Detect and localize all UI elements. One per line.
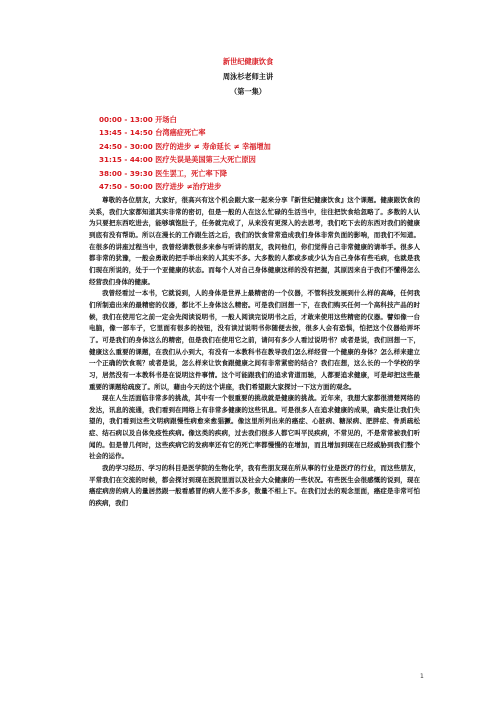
outline-item: 47:50 - 50:00 医疗进步 ≠治疗进步 xyxy=(99,181,222,191)
body-text xyxy=(89,195,420,510)
paragraph: 现在人生活面临非常多的挑战，其中有一个很重要的挑战就是健康的挑战。近年来，我想大家都很清楚网络的发达，讯息的流通，我们看到在网络上有非常多健康的这些讯息。可是很多人在追求健康的成果，确实是让我们失望的，我们看到这些文明病跟慢性病愈来愈猖獗。像这里所列出来的癌症、心脏病、糖尿病、肥胖症、骨质疏松症、结石病以及自体免疫性疾病。像这类的疾病，过去我们很多人都它叫平民疾病，不常见的，不是常常被我们听闻的。但是曾几何时，这些疾病它的发病率还有它的死亡率都慢慢的在增加，而且增加到现在已经威胁到我们整个社会的运作。 xyxy=(89,394,420,461)
paragraph: 我曾经看过一本书，它就说到，人的身体是世界上最精密的一个仪器，不管科技发展到什么样的高峰，任何我们所制造出来的最精密的仪器，都比不上身体这么精密。可是我们回想一下，在我们购买任何一个高科技产品的时候，我们在使用它之前一定会先阅读说明书，一般人阅读完说明书之后，才敢来使用这些精密的仪器。譬如像一台电脑，像一部车子，它里面有很多的按钮，没有读过说明书你随便去按，很多人会有恐惧，怕把这个仪器给弄坏了。可是我们的身体这么的精密，但是我们在使用它之前，请问有多少人看过说明书？或者是说，我们回想一下，健康这么重要的课题，在我们从小到大，有没有一本教科书在教导我们怎么样经营一个健康的身体？怎么样来建立一个正确的饮食观？或者是说，怎么样来让饮食跟健康之间有非常紧密的结合？我们在想，这么长的一个学校的学习，居然没有一本教科书是在说明这件事情。这个可能跟我们的追求背道而驰，人都要追求健康，可是却把这些最重要的课题给疏废了。所以，藉由今天的这个讲座，我们希望跟大家探讨一下这方面的观念。 xyxy=(89,289,420,391)
paragraph: 我的学习经历、学习的科目是医学院的生物化学，我有些朋友现在所从事的行业是医疗的行业，而这些朋友，平常我们在交流的时候，都会探讨到现在医院里面以及社会大众健康的一些状况。有些医生会很感慨的说到，现在癌症病房的病人的量居然跟一般看感冒的病人差不多多，数量不相上下。在我们过去的观念里面，癌症是非常可怕的疾病，我们 xyxy=(89,464,420,508)
outline-item: 38:00 - 39:30 医生罢工，死亡率下降 xyxy=(99,168,228,178)
title-block xyxy=(0,57,496,96)
timestamp-outline xyxy=(99,113,419,193)
page-number: 1 xyxy=(420,673,424,680)
paragraph: 尊敬的各位朋友，大家好，很高兴有这个机会跟大家一起来分享『新世纪健康饮食』这个课题。健康跟饮食的关系，我们大家都知道其实非常的密切，但是一般的人在这么忙碌的生活当中，往往把饮食给忽略了。多数的人认为只要把东西吃进去，能够填饱肚子，任务就完成了，从来没有更深入的去思考，我们吃下去的东西对我们的健康到底有没有帮助。所以在漫长的工作跟生活之后，我们的饮食常常造成我们身体非常负面的影响，而我们不知道。在很多的讲座过程当中，我曾经请教很多来参与听讲的朋友，我问他们，你们觉得自己非常健康的请举手。很多人都非常的犹豫，一般会勇敢的把手举出来的人其实不多。大多数的人都或多或少认为自己身体有些毛病，也就是我们现在所说的，处于一个亚健康的状态。而每个人对自己身体健康这样的没有把握，其原因来自于我们不懂得怎么经营我们身体的健康。 xyxy=(89,196,420,286)
outline-item: 00:00 - 13:00 开场白 xyxy=(99,115,177,124)
document-subtitle: 周泳杉老师主讲 xyxy=(222,72,274,81)
outline-item: 13:45 - 14:50 台湾癌症死亡率 xyxy=(99,128,206,138)
outline-item: 24:50 - 30:00 医疗的进步 ≠ 寿命延长 ≠ 幸福增加 xyxy=(99,141,271,151)
episode-label: （第一集） xyxy=(230,87,266,96)
document-title: 新世纪健康饮食 xyxy=(222,57,274,66)
outline-item: 31:15 - 44:00 医疗失误是美国第三大死亡原因 xyxy=(99,155,256,165)
